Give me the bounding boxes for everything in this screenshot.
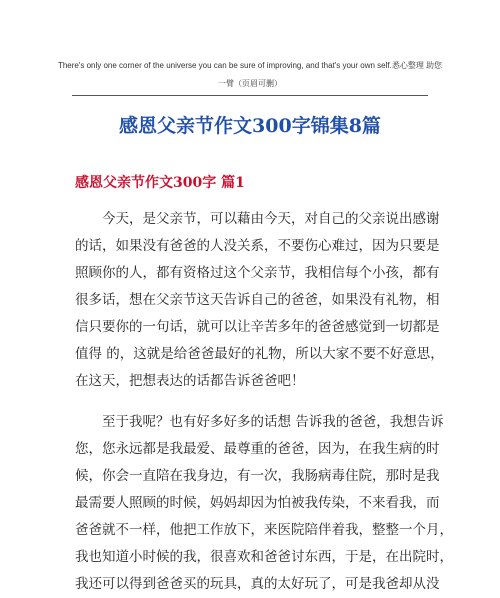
- text-line: 照顾你的人，都有资格过这个父亲节，我相信每个小孩，都有: [75, 265, 440, 281]
- paragraph-1: [75, 206, 444, 395]
- header-divider: [72, 95, 428, 96]
- header-note: 一臂（页眉可删）: [218, 79, 282, 88]
- text-line: 的话，如果没有爸爸的人没关系，不要伤心难过，因为只要是: [75, 238, 440, 254]
- text-line: 在这天，把想表达的话都告诉爸爸吧！: [75, 373, 305, 389]
- text-line: 我还可以得到爸爸买的玩具，真的太好玩了，可是我爸却从没: [75, 576, 440, 592]
- section-heading: 感恩父亲节作文300字 篇1: [75, 175, 245, 191]
- text-line: 至于我呢？也有好多好多的话想 告诉我的爸爸，我想告诉: [75, 414, 444, 430]
- text-line: 信只要你的一句话，就可以让辛苦多年的爸爸感觉到一切都是: [75, 319, 440, 335]
- text-line: 最需要人照顾的时候，妈妈却因为怕被我传染，不来看我，而: [75, 495, 440, 511]
- text-line: 我也知道小时候的我，很喜欢和爸爸讨东西，于是，在出院时，: [75, 549, 453, 565]
- text-line: 很多话，想在父亲节这天告诉自己的爸爸，如果没有礼物，相: [75, 292, 440, 308]
- text-line: 值得 的，这就是给爸爸最好的礼物，所以大家不要不好意思，: [75, 346, 444, 362]
- paragraph-2: [75, 409, 453, 598]
- paragraph-gap: [75, 395, 425, 409]
- text-line: 今天，是父亲节，可以藉由今天，对自己的父亲说出感谢: [75, 211, 440, 227]
- text-line: 候，你会一直陪在我身边，有一次，我肠病毒住院，那时是我: [75, 468, 440, 484]
- header-quote: There's only one corner of the universe you can be sure of improving, and that's your own self.悉心整理 助您: [57, 61, 443, 70]
- text-line: 爸爸就不一样，他把工作放下，来医院陪伴着我，整整一个月，: [75, 522, 453, 538]
- document-title: 感恩父亲节作文300字锦集8篇: [119, 115, 381, 137]
- document-body: [75, 206, 453, 598]
- text-line: 您，您永远都是我最爱、最尊重的爸爸，因为，在我生病的时: [75, 441, 440, 457]
- page-header: [0, 60, 500, 90]
